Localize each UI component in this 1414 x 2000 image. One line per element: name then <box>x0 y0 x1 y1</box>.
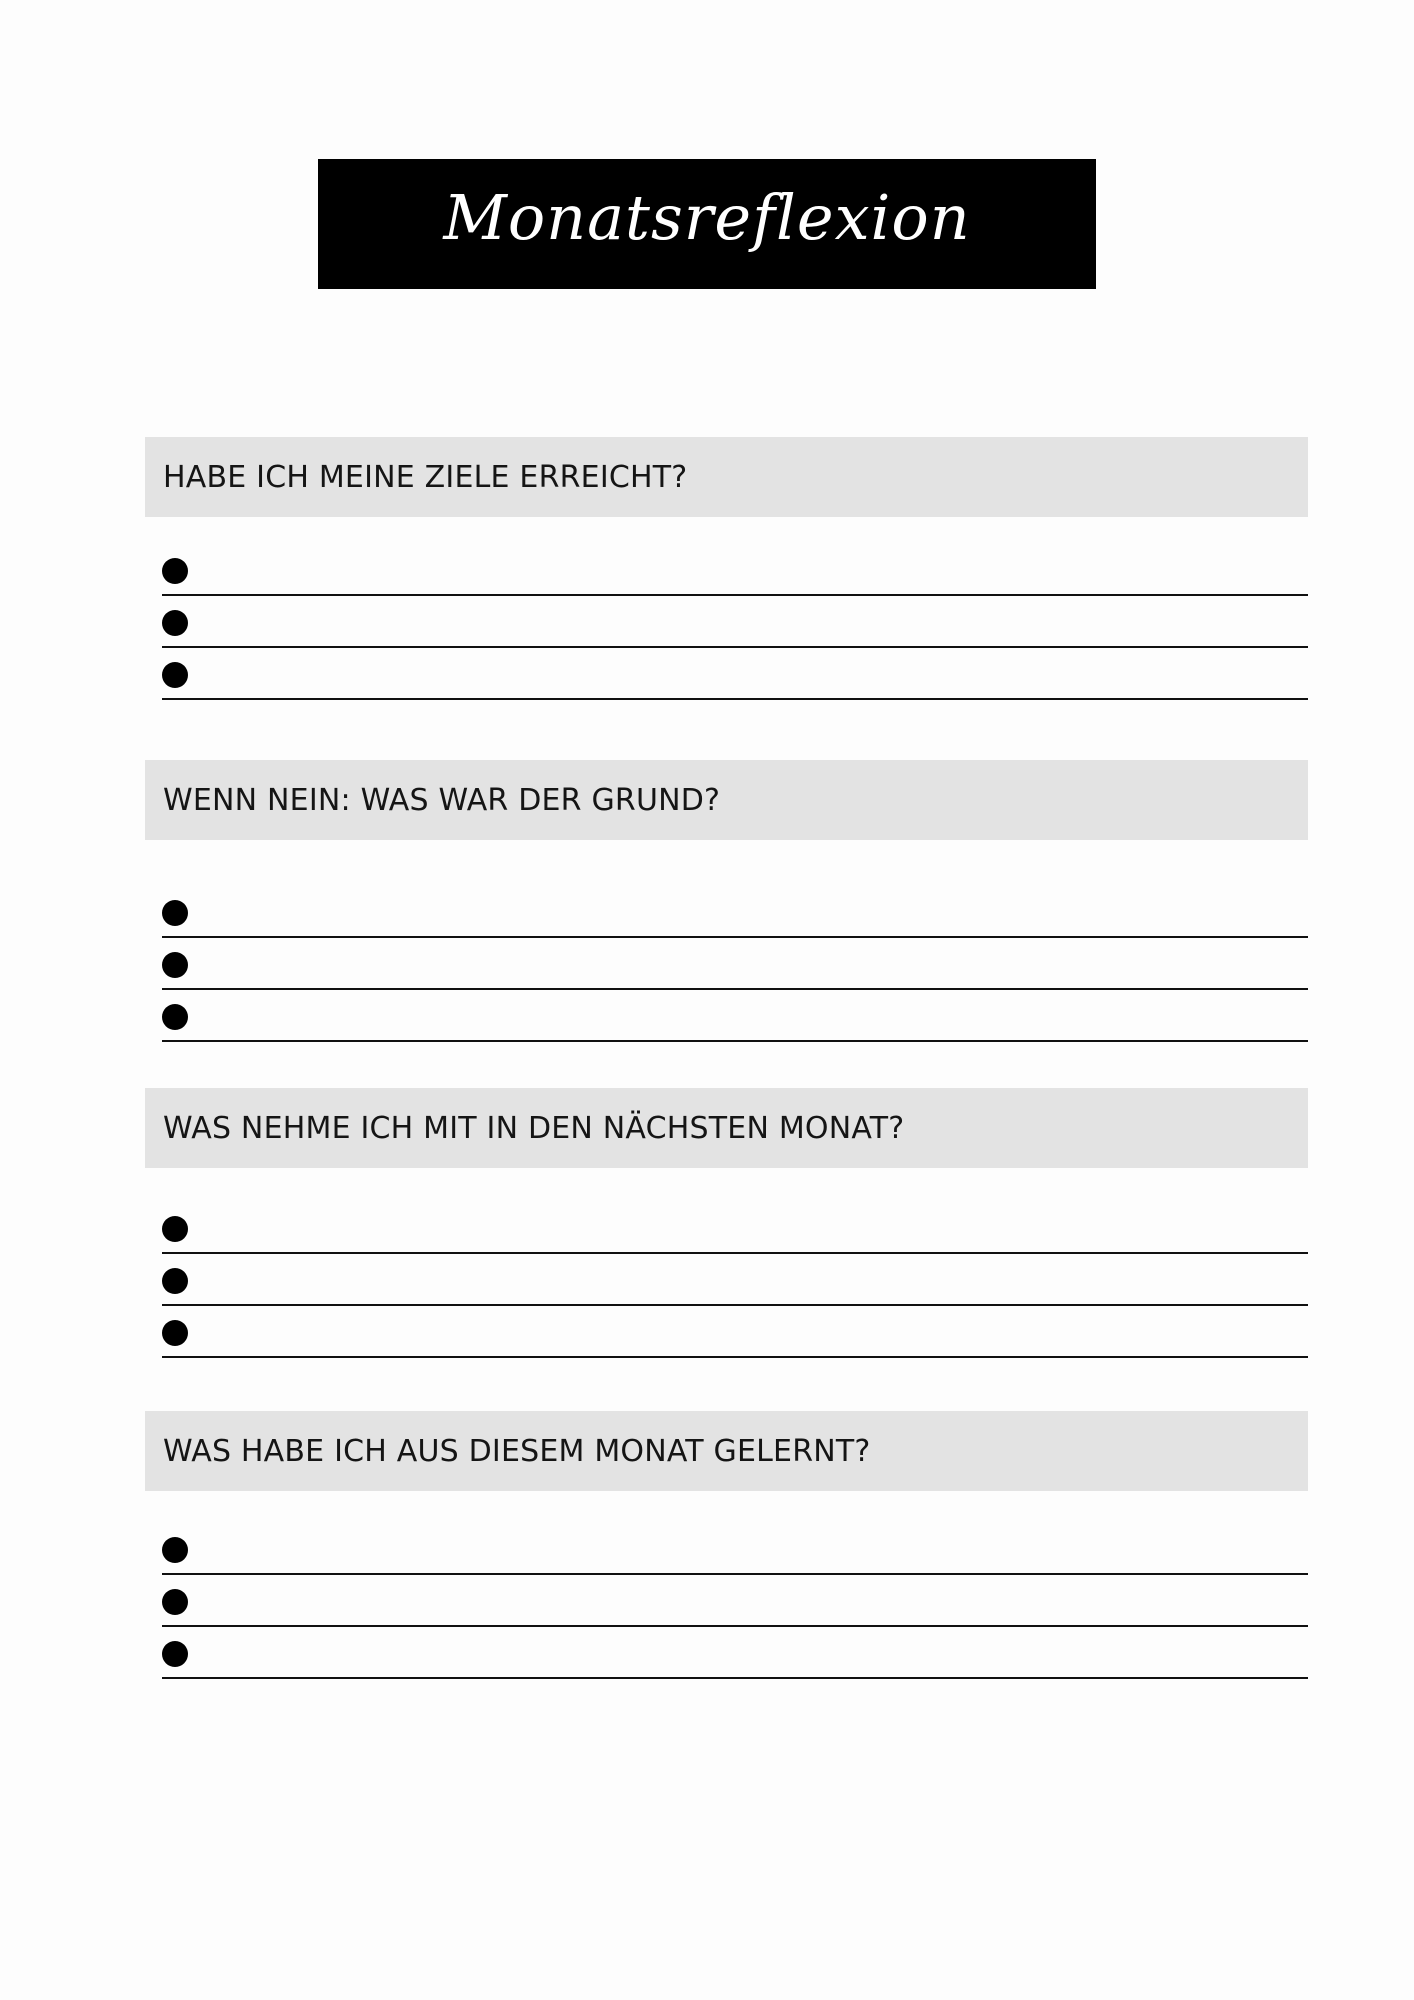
question-header <box>145 437 1308 517</box>
answer-list <box>162 886 1308 1042</box>
question-header <box>145 1411 1308 1491</box>
bullet-icon <box>162 610 188 636</box>
answer-line[interactable] <box>162 938 1308 990</box>
bullet-icon <box>162 1320 188 1346</box>
bullet-icon <box>162 1537 188 1563</box>
question-label: WENN NEIN: WAS WAR DER GRUND? <box>163 782 721 818</box>
reflection-section-goals <box>145 437 1308 700</box>
question-label: WAS HABE ICH AUS DIESEM MONAT GELERNT? <box>163 1433 871 1469</box>
answer-line[interactable] <box>162 1575 1308 1627</box>
bullet-icon <box>162 662 188 688</box>
bullet-icon <box>162 1589 188 1615</box>
answer-list <box>162 1523 1308 1679</box>
bullet-icon <box>162 1268 188 1294</box>
bullet-icon <box>162 1004 188 1030</box>
answer-line[interactable] <box>162 990 1308 1042</box>
bullet-icon <box>162 952 188 978</box>
reflection-section-learned <box>145 1411 1308 1679</box>
title-banner <box>318 159 1096 289</box>
answer-line[interactable] <box>162 1306 1308 1358</box>
bullet-icon <box>162 1641 188 1667</box>
bullet-icon <box>162 1216 188 1242</box>
bullet-icon <box>162 900 188 926</box>
reflection-section-reason <box>145 760 1308 1042</box>
question-header <box>145 1088 1308 1168</box>
answer-line[interactable] <box>162 886 1308 938</box>
answer-line[interactable] <box>162 1523 1308 1575</box>
answer-line[interactable] <box>162 596 1308 648</box>
question-label: HABE ICH MEINE ZIELE ERREICHT? <box>163 459 688 495</box>
answer-line[interactable] <box>162 1627 1308 1679</box>
answer-line[interactable] <box>162 648 1308 700</box>
question-header <box>145 760 1308 840</box>
answer-line[interactable] <box>162 1254 1308 1306</box>
reflection-section-next-month <box>145 1088 1308 1358</box>
answer-list <box>162 544 1308 700</box>
page-title: Monatsreflexion <box>443 181 971 254</box>
answer-list <box>162 1202 1308 1358</box>
answer-line[interactable] <box>162 1202 1308 1254</box>
answer-line[interactable] <box>162 544 1308 596</box>
question-label: WAS NEHME ICH MIT IN DEN NÄCHSTEN MONAT? <box>163 1110 905 1146</box>
bullet-icon <box>162 558 188 584</box>
